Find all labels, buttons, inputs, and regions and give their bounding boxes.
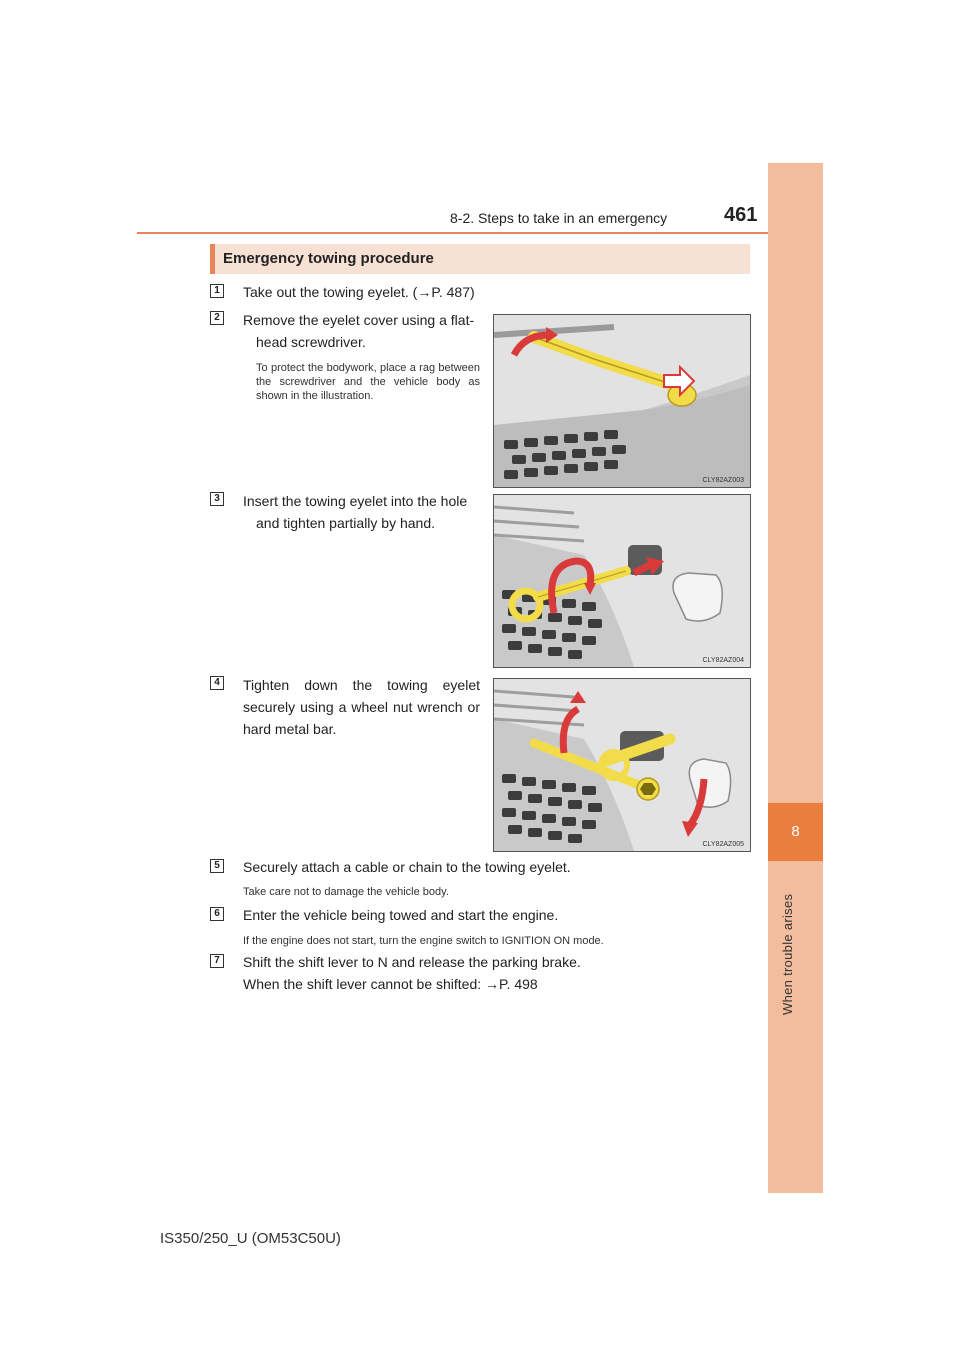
step-3-line-2: and tighten partially by hand. xyxy=(256,515,436,531)
figure-code-2: CLY82AZ003 xyxy=(702,477,744,484)
running-header: 8-2. Steps to take in an emergency xyxy=(450,210,668,226)
section-title: Emergency towing procedure xyxy=(223,250,434,267)
step-number-6: 6 xyxy=(210,907,224,921)
step-3-text xyxy=(243,490,488,534)
step-2-text xyxy=(243,309,483,353)
figure-remove-eyelet-cover xyxy=(493,314,751,488)
figure-code-3: CLY82AZ004 xyxy=(702,657,744,664)
illustration-screwdriver xyxy=(494,315,750,487)
illustration-tighten-eyelet xyxy=(494,679,750,851)
step-5-note: Take care not to damage the vehicle body. xyxy=(243,886,449,898)
chapter-side-tab xyxy=(768,163,823,1193)
step-2-line-1: Remove the eyelet cover using a flat- xyxy=(243,312,475,328)
step-number-5: 5 xyxy=(210,859,224,873)
illustration-insert-eyelet xyxy=(494,495,750,667)
footer-model-code: IS350/250_U (OM53C50U) xyxy=(160,1230,341,1247)
step-number-2: 2 xyxy=(210,311,224,325)
page-number: 461 xyxy=(724,204,758,226)
section-header xyxy=(210,244,750,274)
step-number-1: 1 xyxy=(210,284,224,298)
header-rule xyxy=(137,232,823,234)
figure-code-4: CLY82AZ005 xyxy=(702,841,744,848)
step-1-text: Take out the towing eyelet. (→P. 487) xyxy=(243,284,475,300)
step-7-line-2: When the shift lever cannot be shifted: →P. 498 xyxy=(243,976,538,992)
figure-tighten-towing-eyelet xyxy=(493,678,751,852)
step-4-text xyxy=(243,674,480,740)
chapter-number-box xyxy=(768,803,823,861)
step-4-body: Tighten down the towing eyelet securely using a wheel nut wrench or hard metal bar. xyxy=(243,677,480,737)
step-7-text xyxy=(243,951,753,995)
step-number-4: 4 xyxy=(210,676,224,690)
step-number-3: 3 xyxy=(210,492,224,506)
chapter-label-box xyxy=(780,875,810,1015)
step-5-text: Securely attach a cable or chain to the towing eyelet. xyxy=(243,859,571,875)
step-6-note: If the engine does not start, turn the engine switch to IGNITION ON mode. xyxy=(243,935,604,947)
step-6-text: Enter the vehicle being towed and start the engine. xyxy=(243,907,559,923)
step-7-line-1: Shift the shift lever to N and release the parking brake. xyxy=(243,954,581,970)
step-2-line-2: head screwdriver. xyxy=(256,334,366,350)
chapter-label: When trouble arises xyxy=(780,893,795,1015)
figure-insert-towing-eyelet xyxy=(493,494,751,668)
chapter-number: 8 xyxy=(791,823,800,840)
step-3-line-1: Insert the towing eyelet into the hole xyxy=(243,493,468,509)
step-2-note: To protect the bodywork, place a rag between the screwdriver and the vehicle body as shown in the illustration. xyxy=(256,362,480,402)
step-number-7: 7 xyxy=(210,954,224,968)
